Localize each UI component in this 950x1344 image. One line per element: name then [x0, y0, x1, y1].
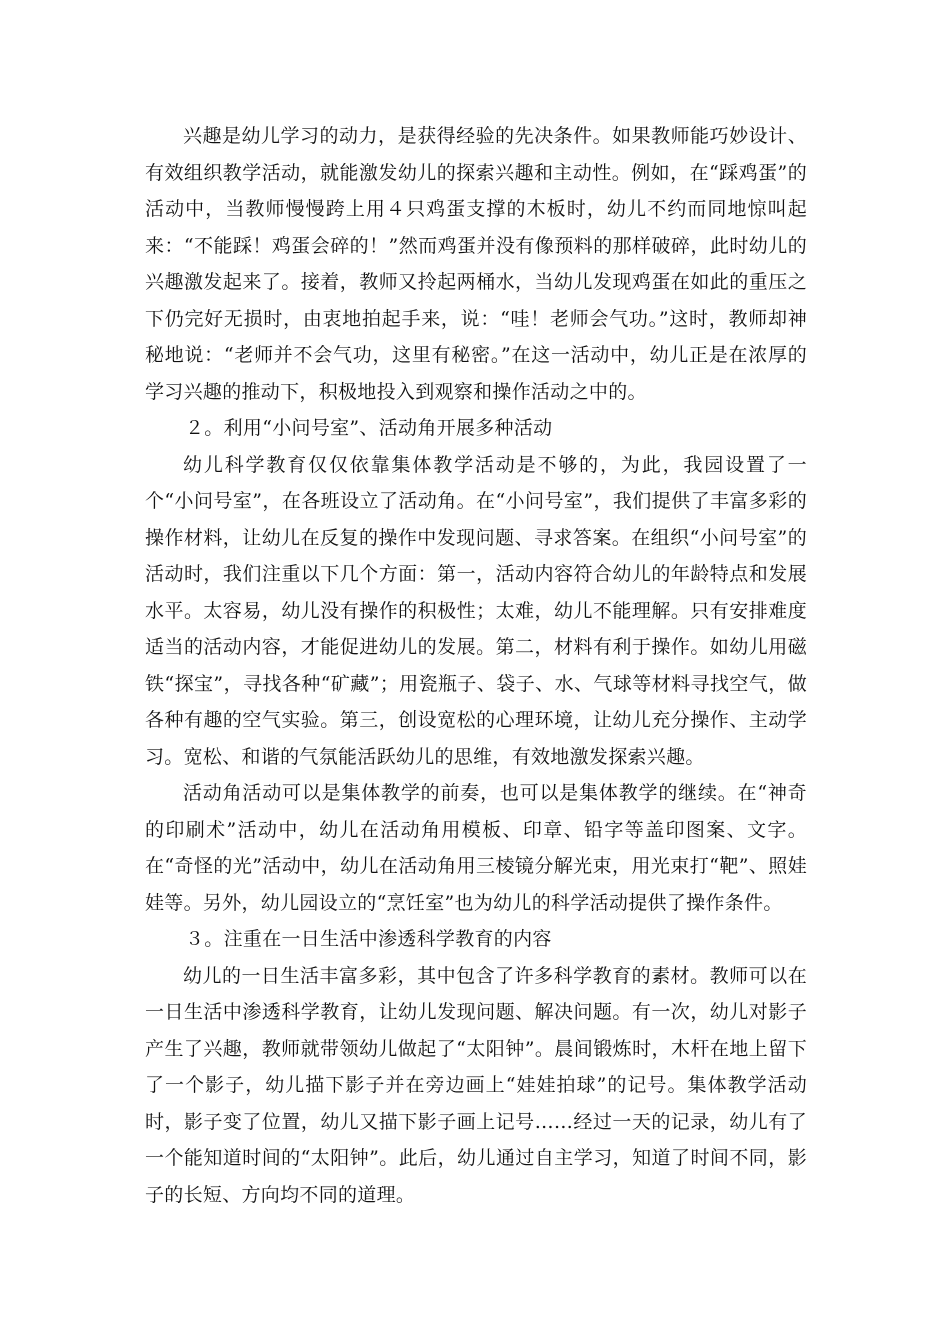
document-body	[145, 118, 807, 1213]
paragraph-interest: 兴趣是幼儿学习的动力，是获得经验的先决条件。如果教师能巧妙设计、有效组织教学活动，就能激发幼儿的探索兴趣和主动性。例如，在“踩鸡蛋”的活动中，当教师慢慢跨上用４只鸡蛋支撑的木板时，幼儿不约而同地惊叫起来：“不能踩！鸡蛋会碎的！”然而鸡蛋并没有像预料的那样破碎，此时幼儿的兴趣激发起来了。接着，教师又拎起两桶水，当幼儿发现鸡蛋在如此的重压之下仍完好无损时，由衷地拍起手来，说：“哇！老师会气功。”这时，教师却神秘地说：“老师并不会气功，这里有秘密。”在这一活动中，幼儿正是在浓厚的学习兴趣的推动下，积极地投入到观察和操作活动之中的。	[145, 125, 807, 403]
section-heading-3: ３。注重在一日生活中渗透科学教育的内容	[185, 928, 552, 950]
paragraph-activity-corner: 活动角活动可以是集体教学的前奏，也可以是集体教学的继续。在“神奇的印刷术”活动中，幼儿在活动角用模板、印章、铅字等盖印图案、文字。在“奇怪的光”活动中，幼儿在活动角用三棱镜分解光束，用光束打“靶”、照娃娃等。另外，幼儿园设立的“烹饪室”也为幼儿的科学活动提供了操作条件。	[145, 782, 807, 914]
paragraph-question-room: 幼儿科学教育仅仅依靠集体教学活动是不够的，为此，我园设置了一个“小问号室”，在各班设立了活动角。在“小问号室”，我们提供了丰富多彩的操作材料，让幼儿在反复的操作中发现问题、寻求答案。在组织“小问号室”的活动时，我们注重以下几个方面：第一，活动内容符合幼儿的年龄特点和发展水平。太容易，幼儿没有操作的积极性；太难，幼儿不能理解。只有安排难度适当的活动内容，才能促进幼儿的发展。第二，材料有利于操作。如幼儿用磁铁“探宝”，寻找各种“矿藏”；用瓷瓶子、袋子、水、气球等材料寻找空气，做各种有趣的空气实验。第三，创设宽松的心理环境，让幼儿充分操作、主动学习。宽松、和谐的气氛能活跃幼儿的思维，有效地激发探索兴趣。	[145, 453, 807, 768]
section-heading-2: ２。利用“小问号室”、活动角开展多种活动	[185, 417, 553, 439]
paragraph-daily-life: 幼儿的一日生活丰富多彩，其中包含了许多科学教育的素材。教师可以在一日生活中渗透科学教育，让幼儿发现问题、解决问题。有一次，幼儿对影子产生了兴趣，教师就带领幼儿做起了“太阳钟”。晨间锻炼时，木杆在地上留下了一个影子，幼儿描下影子并在旁边画上“娃娃拍球”的记号。集体教学活动时，影子变了位置，幼儿又描下影子画上记号……经过一天的记录，幼儿有了一个能知道时间的“太阳钟”。此后，幼儿通过自主学习，知道了时间不同，影子的长短、方向均不同的道理。	[145, 964, 807, 1206]
